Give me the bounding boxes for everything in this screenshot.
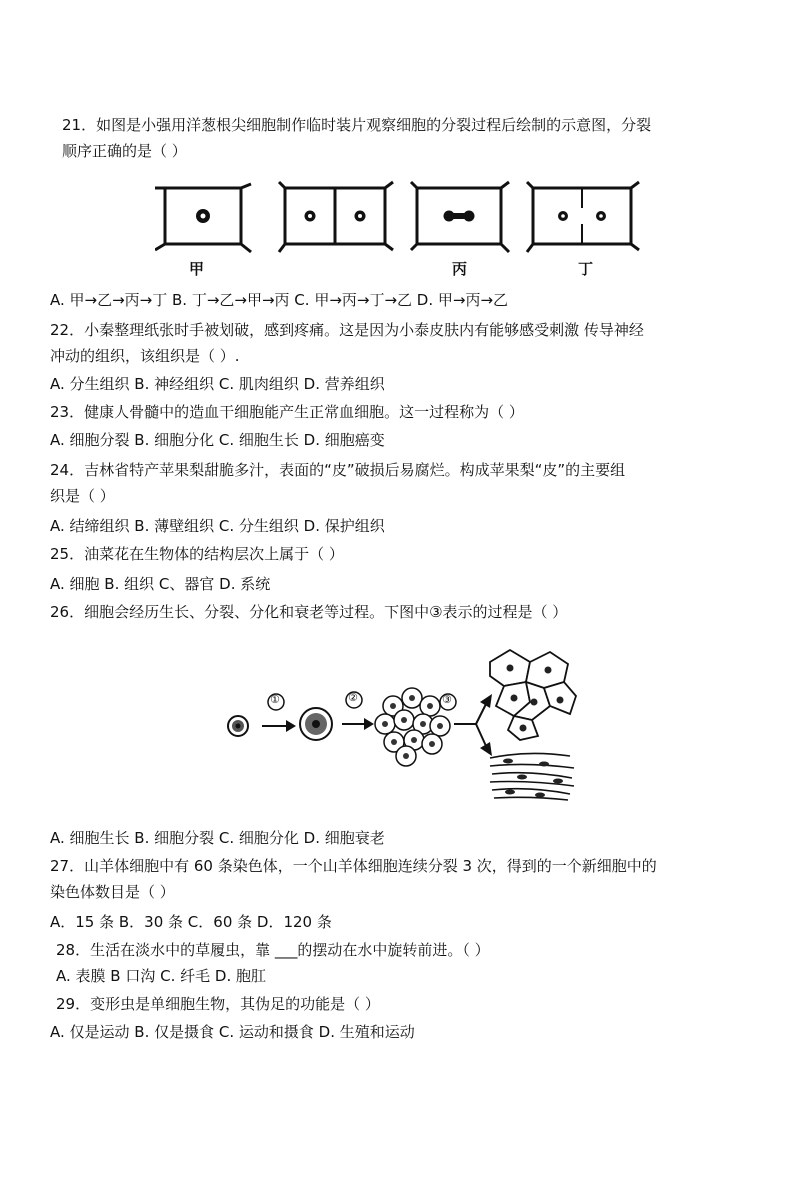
q24-stem-line2: 织是（ ） xyxy=(50,487,115,505)
q26-figure xyxy=(218,640,588,810)
q27-stem-line2: 染色体数目是（ ） xyxy=(50,883,175,901)
q24-stem-line1: 24．吉林省特产苹果梨甜脆多汁，表面的“皮”破损后易腐烂。构成苹果梨“皮”的主要组 xyxy=(50,461,626,479)
q26-stem: 26．细胞会经历生长、分裂、分化和衰老等过程。下图中③表示的过程是（ ） xyxy=(50,603,568,621)
q23-stem: 23．健康人骨髓中的造血干细胞能产生正常血细胞。这一过程称为（ ） xyxy=(50,403,524,421)
q21-stem-line1: 21．如图是小强用洋葱根尖细胞制作临时装片观察细胞的分裂过程后绘制的示意图，分裂 xyxy=(62,116,652,134)
q26-options: A. 细胞生长 B. 细胞分裂 C. 细胞分化 D. 细胞衰老 xyxy=(50,829,385,847)
q21-label-ding: 丁 xyxy=(578,260,594,278)
q25-options: A. 细胞 B. 组织 C、器官 D. 系统 xyxy=(50,575,271,593)
q28-stem: 28．生活在淡水中的草履虫，靠 ___的摆动在水中旋转前进。（ ） xyxy=(56,941,490,959)
q22-stem-line2: 冲动的组织，该组织是（ ）. xyxy=(50,347,240,365)
q27-options: A．15 条 B．30 条 C．60 条 D．120 条 xyxy=(50,913,332,931)
q29-stem: 29．变形虫是单细胞生物，其伪足的功能是（ ） xyxy=(56,995,380,1013)
q26-step-label-1: ① xyxy=(270,693,280,706)
q29-options: A. 仅是运动 B. 仅是摄食 C. 运动和摄食 D. 生殖和运动 xyxy=(50,1023,415,1041)
q28-options: A. 表膜 B 口沟 C. 纤毛 D. 胞肛 xyxy=(56,967,266,985)
q24-options: A. 结缔组织 B. 薄壁组织 C. 分生组织 D. 保护组织 xyxy=(50,517,385,535)
q25-stem: 25．油菜花在生物体的结构层次上属于（ ） xyxy=(50,545,344,563)
q26-step-label-3: ③ xyxy=(442,693,452,706)
q22-options: A. 分生组织 B. 神经组织 C. 肌肉组织 D. 营养组织 xyxy=(50,375,385,393)
q21-label-jia: 甲 xyxy=(189,260,205,278)
q21-label-bing: 丙 xyxy=(452,260,468,278)
q23-options: A. 细胞分裂 B. 细胞分化 C. 细胞生长 D. 细胞癌变 xyxy=(50,431,385,449)
q21-stem-line2: 顺序正确的是（ ） xyxy=(62,142,187,160)
q27-stem-line1: 27．山羊体细胞中有 60 条染色体，一个山羊体细胞连续分裂 3 次，得到的一个新细胞中的 xyxy=(50,857,657,875)
q21-options: A. 甲→乙→丙→丁 B. 丁→乙→甲→丙 C. 甲→丙→丁→乙 D. 甲→丙→乙 xyxy=(50,291,509,309)
q22-stem-line1: 22．小秦整理纸张时手被划破，感到疼痛。这是因为小泰皮肤内有能够感受刺激 传导神经 xyxy=(50,321,644,339)
q21-figure xyxy=(155,178,645,282)
q26-step-label-2: ② xyxy=(348,691,358,704)
